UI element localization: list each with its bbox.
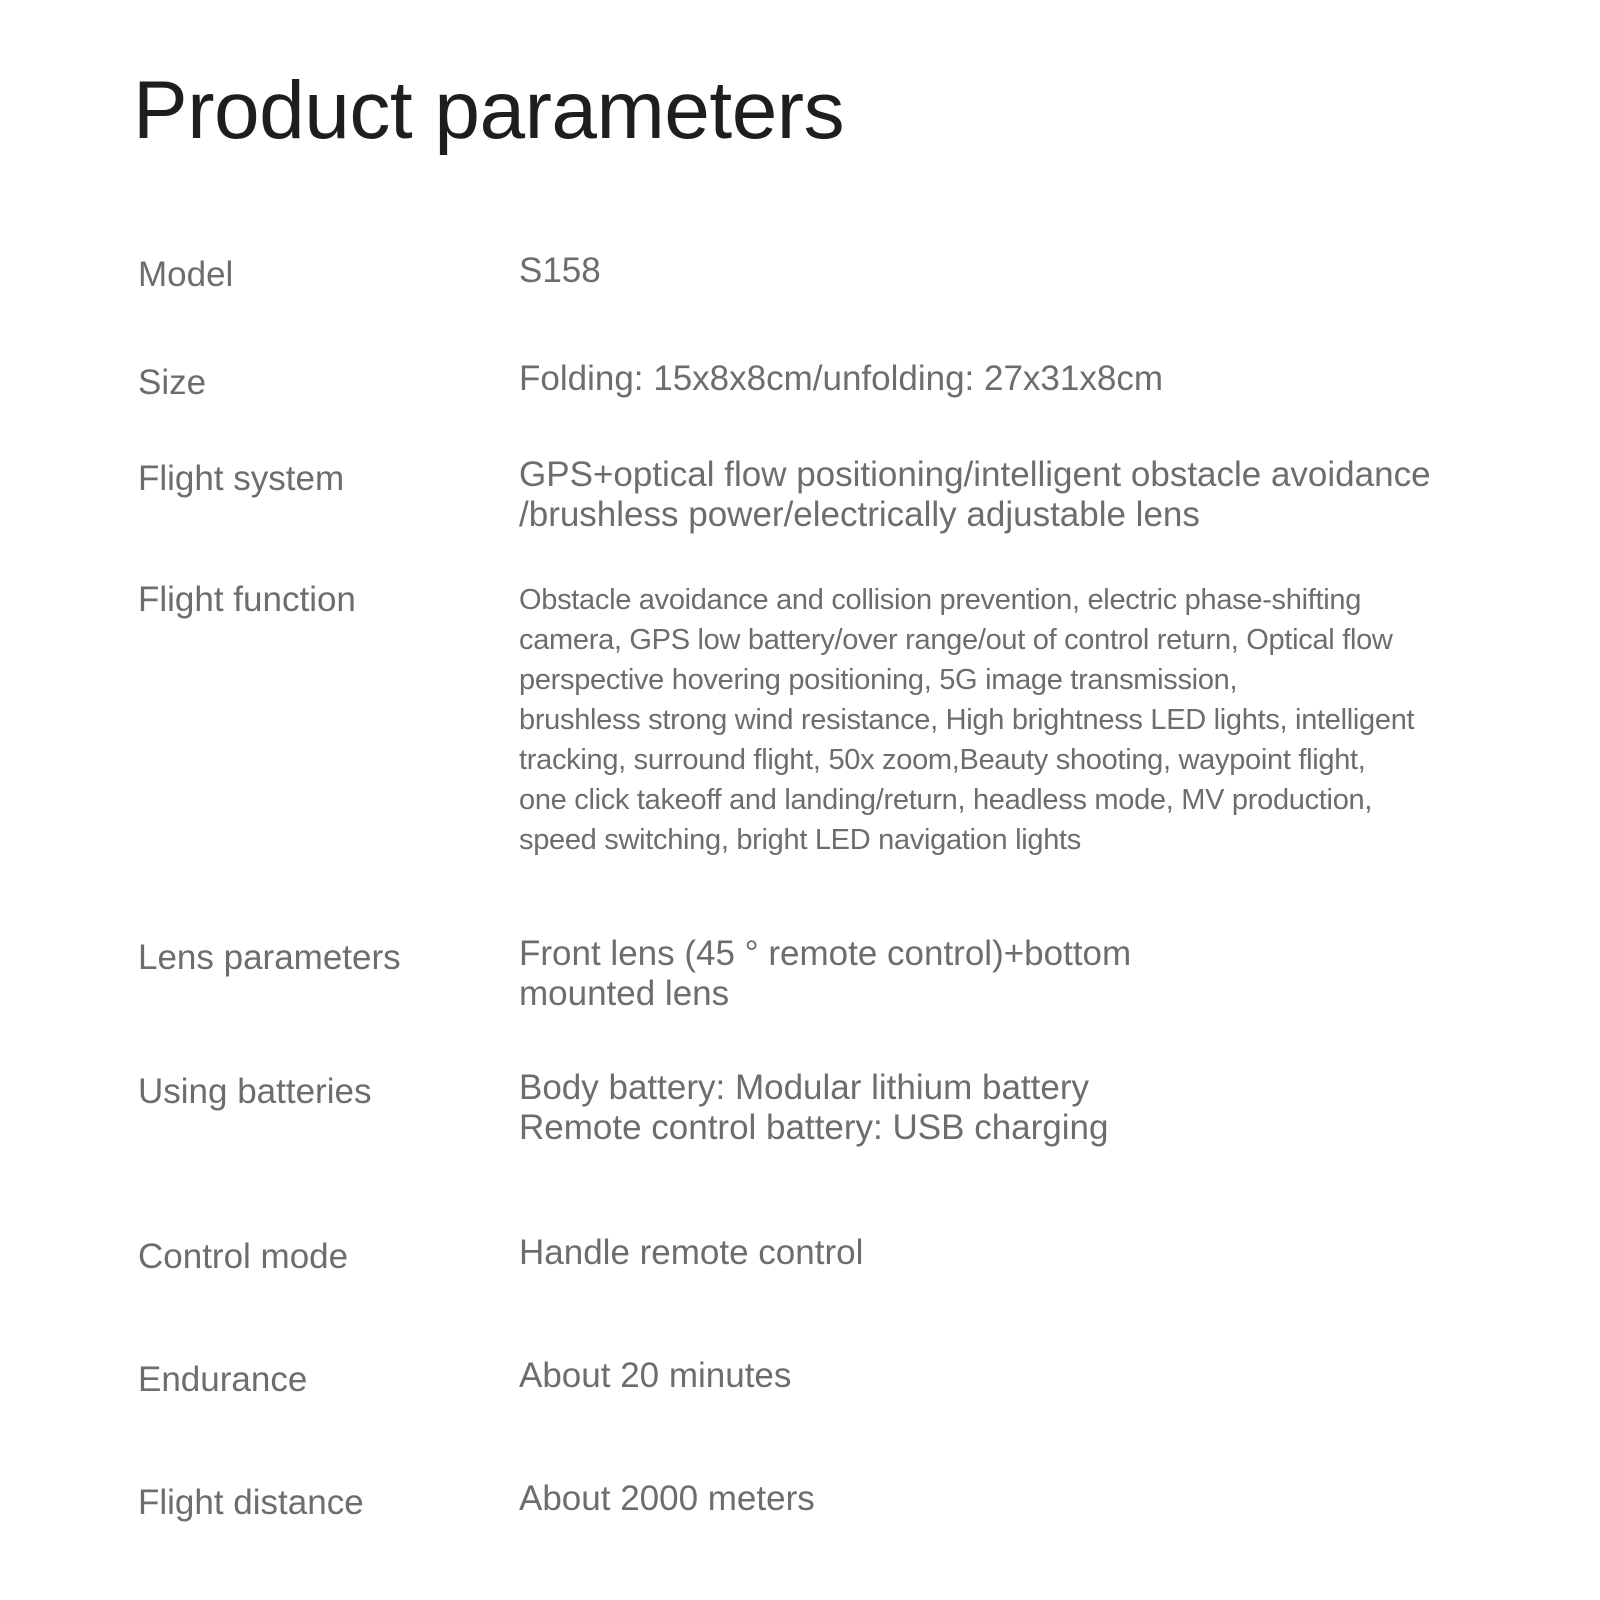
param-label: Control mode — [138, 1237, 349, 1276]
param-value: GPS+optical flow positioning/intelligent obstacle avoidance /brushless power/electrically adjustable lens — [519, 455, 1431, 534]
param-value: About 2000 meters — [519, 1479, 815, 1518]
param-value: About 20 minutes — [519, 1356, 792, 1395]
param-label: Flight distance — [138, 1483, 364, 1522]
param-label: Size — [138, 363, 207, 402]
page-title: Product parameters — [133, 65, 845, 156]
param-value: Front lens (45 ° remote control)+bottom mounted lens — [519, 934, 1132, 1013]
param-value: Body battery: Modular lithium battery Remote control battery: USB charging — [519, 1068, 1109, 1147]
param-label: Flight function — [138, 580, 356, 619]
param-value: Obstacle avoidance and collision prevention, electric phase-shifting camera, GPS low battery/over range/out of control return, Optical flow perspective hovering positioning, 5G image transmission, brushless strong wind resistance, High brightness LED lights, intelligent tracking, surround flight, 50x zoom,Beauty shooting, waypoint flight, one click takeoff and landing/return, headless mode, MV production, speed switching, bright LED navigation lights — [519, 584, 1415, 856]
param-value: S158 — [519, 251, 601, 290]
param-label: Endurance — [138, 1360, 308, 1399]
param-value: Folding: 15x8x8cm/unfolding: 27x31x8cm — [519, 359, 1163, 398]
param-label: Using batteries — [138, 1072, 372, 1111]
param-value: Handle remote control — [519, 1233, 864, 1272]
param-label: Model — [138, 255, 234, 294]
param-label: Flight system — [138, 459, 345, 498]
param-label: Lens parameters — [138, 938, 401, 977]
